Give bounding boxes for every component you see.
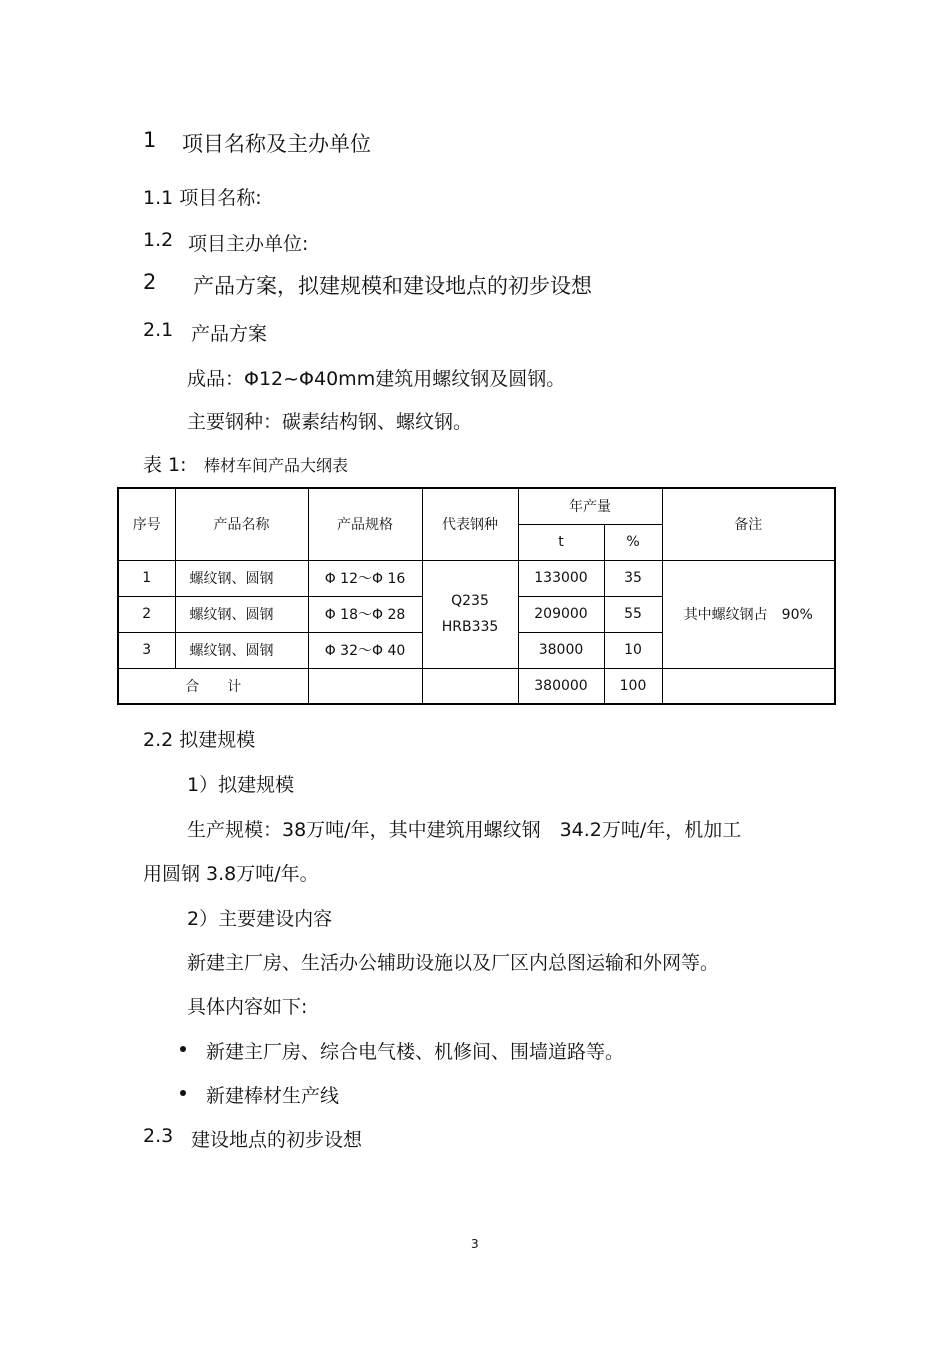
row-spec: Φ 18～Φ 28: [308, 596, 422, 632]
detail-intro: 具体内容如下:: [187, 996, 308, 1018]
bullet-dot-icon: [180, 1090, 186, 1096]
header-unit-pct: %: [604, 524, 662, 560]
remark-merged-cell: 其中螺纹钢占 90%: [662, 560, 835, 668]
section-2-1-number: 2.1: [143, 319, 174, 341]
row-spec: Φ 12～Φ 16: [308, 560, 422, 596]
total-remark-empty: [662, 668, 835, 704]
header-seq: 序号: [118, 488, 175, 560]
section-2-1-text: 产品方案: [191, 323, 268, 345]
header-grade: 代表钢种: [422, 488, 518, 560]
section-1-2-number: 1.2: [143, 229, 174, 251]
row-seq: 1: [118, 560, 175, 596]
section-2-3-text: 建设地点的初步设想: [191, 1129, 363, 1151]
scale-line-1: 生产规模：38万吨/年，其中建筑用螺纹钢 34.2万吨/年，机加工: [187, 819, 742, 841]
row-tonnes: 209000: [518, 596, 604, 632]
row-percent: 35: [604, 560, 662, 596]
row-tonnes: 38000: [518, 632, 604, 668]
bullet-item: 新建主厂房、综合电气楼、机修间、围墙道路等。: [206, 1041, 625, 1063]
steel-grade-line: 主要钢种：碳素结构钢、螺纹钢。: [187, 411, 473, 433]
row-percent: 55: [604, 596, 662, 632]
page-number: 3: [471, 1237, 479, 1251]
bullet-dot-icon: [180, 1046, 186, 1052]
total-grade-empty: [422, 668, 518, 704]
grade-line: Q235: [451, 593, 489, 609]
product-line: 成品：Φ12~Φ40mm建筑用螺纹钢及圆钢。: [187, 368, 566, 390]
row-tonnes: 133000: [518, 560, 604, 596]
section-1-title: 项目名称及主办单位: [182, 132, 371, 156]
header-unit-t: t: [518, 524, 604, 560]
section-2-number: 2: [143, 270, 157, 294]
section-1-2-text: 项目主办单位:: [188, 233, 309, 255]
subsection-1: 1）拟建规模: [187, 774, 295, 796]
subsection-2: 2）主要建设内容: [187, 908, 333, 930]
section-2-title: 产品方案，拟建规模和建设地点的初步设想: [193, 274, 592, 298]
row-name: 螺纹钢、圆钢: [175, 596, 308, 632]
row-seq: 2: [118, 596, 175, 632]
row-name: 螺纹钢、圆钢: [175, 560, 308, 596]
row-name: 螺纹钢、圆钢: [175, 632, 308, 668]
row-seq: 3: [118, 632, 175, 668]
table-header-row: [118, 488, 835, 524]
header-remark: 备注: [662, 488, 835, 560]
content-line: 新建主厂房、生活办公辅助设施以及厂区内总图运输和外网等。: [187, 952, 720, 974]
row-spec: Φ 32～Φ 40: [308, 632, 422, 668]
header-output: 年产量: [518, 488, 662, 524]
grade-merged-cell: [422, 560, 518, 668]
total-tonnes: 380000: [518, 668, 604, 704]
section-2-2: 2.2 拟建规模: [143, 729, 256, 751]
header-spec: 产品规格: [308, 488, 422, 560]
product-outline-table: [117, 487, 836, 705]
section-2-3-number: 2.3: [143, 1125, 174, 1147]
table-row: [118, 560, 835, 596]
table-total-row: [118, 668, 835, 704]
total-percent: 100: [604, 668, 662, 704]
table-caption-title: 棒材车间产品大纲表: [204, 456, 349, 475]
scale-line-2: 用圆钢 3.8万吨/年。: [143, 863, 319, 885]
row-percent: 10: [604, 632, 662, 668]
grade-line: HRB335: [441, 619, 499, 635]
table-caption-label: 表 1:: [143, 454, 187, 476]
header-name: 产品名称: [175, 488, 308, 560]
section-1-number: 1: [143, 128, 157, 152]
total-spec-empty: [308, 668, 422, 704]
bullet-item: 新建棒材生产线: [206, 1085, 340, 1107]
section-1-1: 1.1 项目名称:: [143, 187, 262, 209]
total-label: 合 计: [118, 668, 308, 704]
